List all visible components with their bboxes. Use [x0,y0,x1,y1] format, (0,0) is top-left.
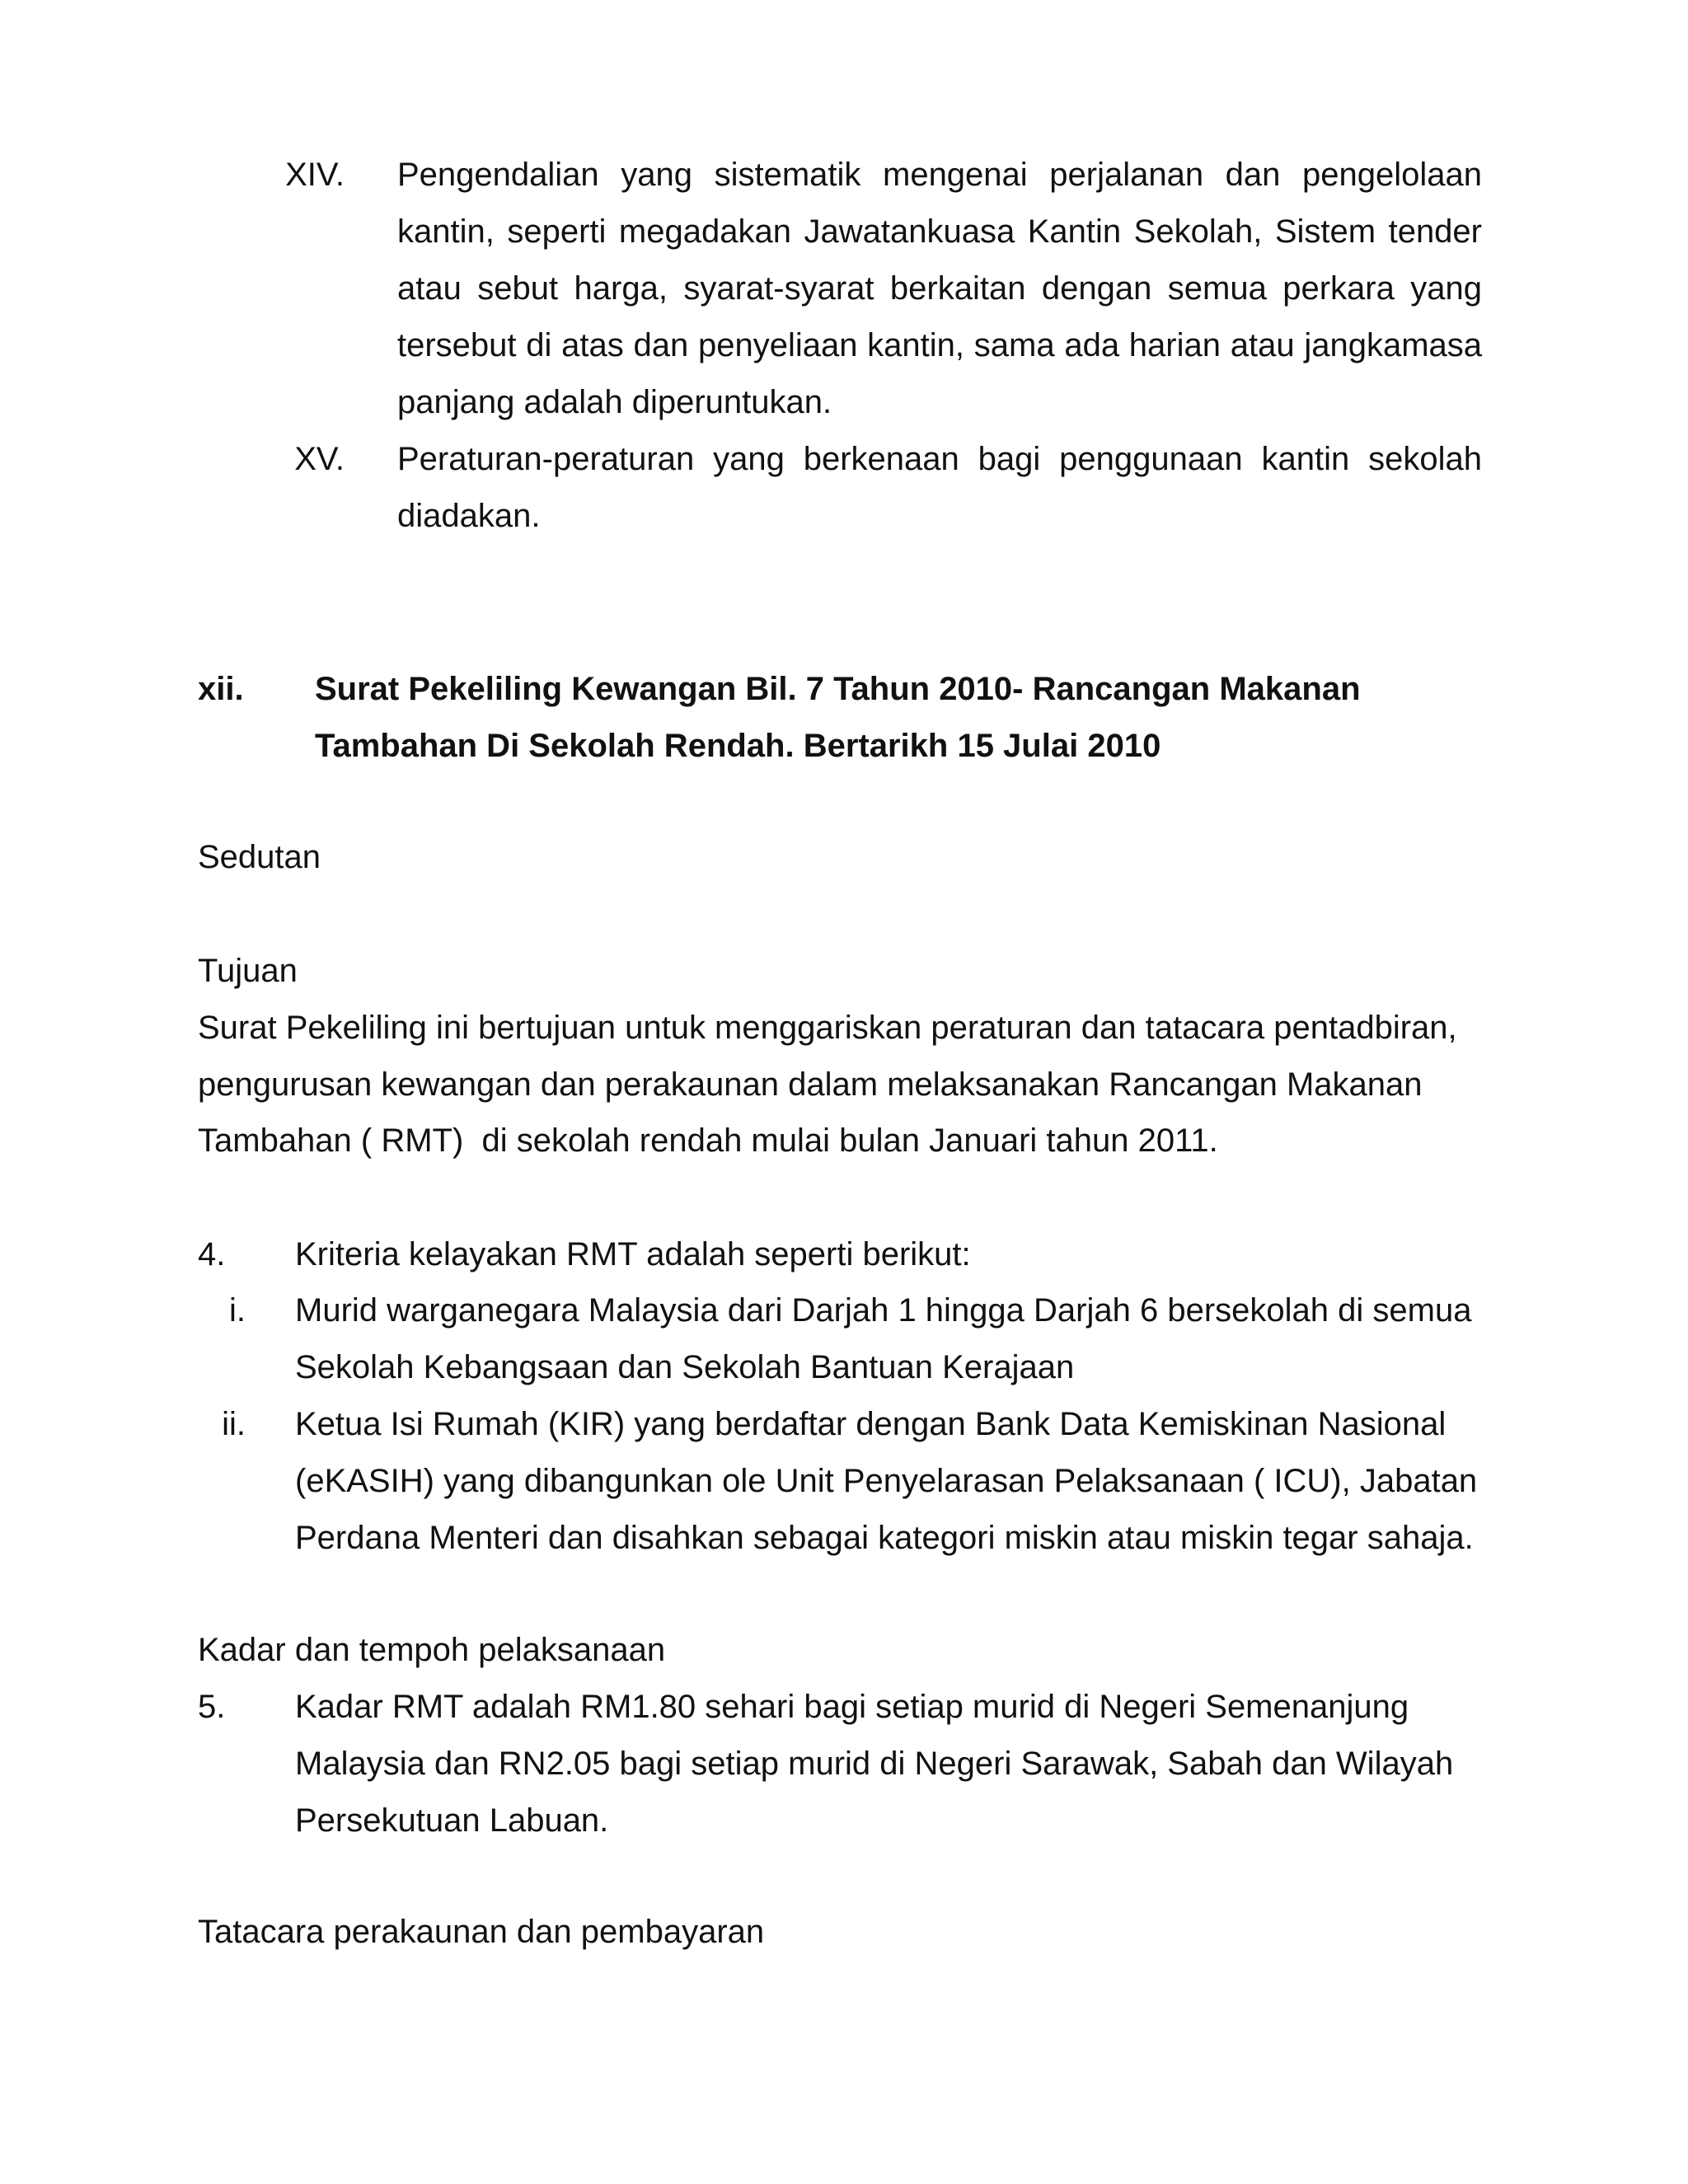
criteria-item-line: Ketua Isi Rumah (KIR) yang berdaftar dengan Bank Data Kemiskinan Nasional [295,1406,1447,1442]
section-title-line-2: Tambahan Di Sekolah Rendah. Bertarikh 15 Julai 2010 [315,728,1161,764]
roman-item-number: XIV. [285,157,345,193]
kadar-line: Malaysia dan RN2.05 bagi setiap murid di Negeri Sarawak, Sabah dan Wilayah [295,1746,1454,1782]
criteria-intro-text: Kriteria kelayakan RMT adalah seperti berikut: [295,1236,971,1272]
roman-item-xv [0,431,1688,546]
criteria-item-line: Sekolah Kebangsaan dan Sekolah Bantuan Kerajaan [295,1349,1075,1385]
criteria-item-number: ii. [222,1406,246,1442]
section-title-line-1: Surat Pekeliling Kewangan Bil. 7 Tahun 2010- Rancangan Makanan [315,671,1361,707]
roman-item-text: Peraturan-peraturan yang berkenaan bagi penggunaan kantin sekolah diadakan. [397,441,1482,534]
roman-item-text: Pengendalian yang sistematik mengenai perjalanan dan pengelolaan kantin, seperti megadakan Jawatankuasa Kantin Sekolah, Sistem tender atau sebut harga, syarat-syarat berkaitan dengan semua perkara yang tersebut di atas dan penyeliaan kantin, sama ada harian atau jangkamasa panjang adalah diperuntukan. [397,157,1482,420]
tatacara-heading: Tatacara perakaunan dan pembayaran [198,1914,765,1950]
kadar-number: 5. [198,1689,226,1725]
tujuan-line-2: pengurusan kewangan dan perakaunan dalam melaksanakan Rancangan Makanan [198,1066,1423,1103]
criteria-number: 4. [198,1236,226,1272]
roman-item-number: XV. [294,441,345,477]
roman-item-xiv [0,147,1688,431]
criteria-item-line: Murid warganegara Malaysia dari Darjah 1 hingga Darjah 6 bersekolah di semua [295,1292,1472,1329]
section-number: xii. [198,671,244,707]
criteria-item-line: (eKASIH) yang dibangunkan ole Unit Penyelarasan Pelaksanaan ( ICU), Jabatan [295,1463,1478,1499]
tujuan-heading: Tujuan [198,953,298,989]
kadar-line: Persekutuan Labuan. [295,1802,609,1839]
criteria-item-line: Perdana Menteri dan disahkan sebagai kategori miskin atau miskin tegar sahaja. [295,1520,1474,1556]
tujuan-line-3: Tambahan ( RMT) di sekolah rendah mulai bulan Januari tahun 2011. [198,1122,1218,1159]
kadar-line: Kadar RMT adalah RM1.80 sehari bagi setiap murid di Negeri Semenanjung [295,1689,1409,1725]
sedutan-label: Sedutan [198,839,321,875]
tujuan-line-1: Surat Pekeliling ini bertujuan untuk menggariskan peraturan dan tatacara pentadbiran, [198,1010,1457,1046]
kadar-heading: Kadar dan tempoh pelaksanaan [198,1632,666,1668]
criteria-item-number: i. [229,1292,246,1329]
